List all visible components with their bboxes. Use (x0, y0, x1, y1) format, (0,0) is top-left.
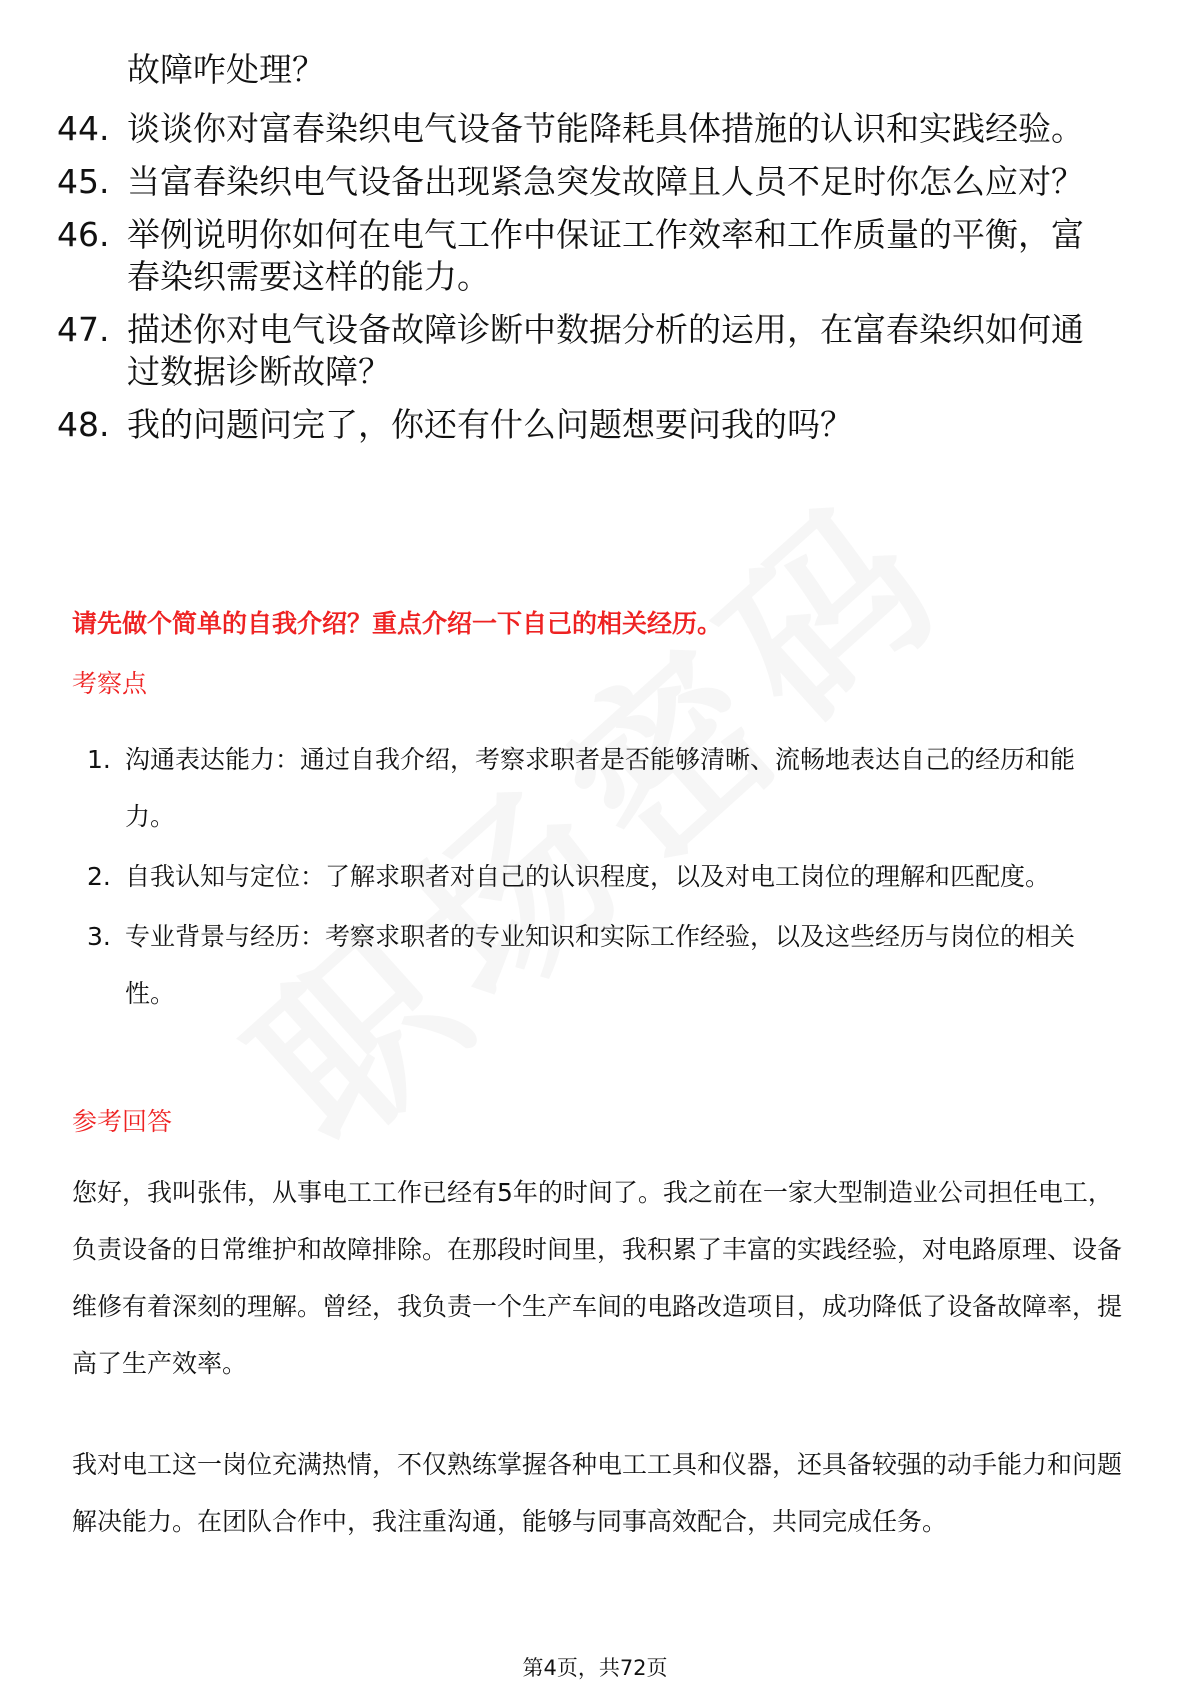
exam-points-label: 考察点 (72, 669, 148, 698)
question-headline: 请先做个简单的自我介绍？重点介绍一下自己的相关经历。 (72, 609, 723, 638)
question-number: 44. (57, 109, 110, 148)
question-text: 谈谈你对富春染织电气设备节能降耗具体措施的认识和实践经验。 (127, 109, 1084, 148)
question-text: 我的问题问完了，你还有什么问题想要问我的吗？ (127, 405, 853, 444)
question-number: 48. (57, 405, 110, 444)
exam-point-number: 3. (87, 922, 111, 951)
question-number: 46. (57, 215, 110, 254)
page-footer: 第4页，共72页 (522, 1656, 668, 1680)
exam-point-number: 2. (87, 862, 111, 891)
question-number: 47. (57, 310, 110, 349)
question-continuation: 故障咋处理？ (127, 50, 325, 89)
question-text: 当富春染织电气设备出现紧急突发故障且人员不足时你怎么应对？ (127, 162, 1084, 201)
answer-paragraph: 我对电工这一岗位充满热情，不仅熟练掌握各种电工工具和仪器，还具备较强的动手能力和问题解决能力。在团队合作中，我注重沟通，能够与同事高效配合，共同完成任务。 (72, 1450, 1123, 1536)
exam-point-number: 1. (87, 745, 111, 774)
exam-point-text: 自我认知与定位：了解求职者对自己的认识程度，以及对电工岗位的理解和匹配度。 (125, 862, 1051, 891)
exam-point-text: 专业背景与经历：考察求职者的专业知识和实际工作经验，以及这些经历与岗位的相关性。 (125, 922, 1076, 1008)
answer-paragraph: 您好，我叫张伟，从事电工工作已经有5年的时间了。我之前在一家大型制造业公司担任电工，负责设备的日常维护和故障排除。在那段时间里，我积累了丰富的实践经验，对电路原理、设备维修有着深刻的理解。曾经，我负责一个生产车间的电路改造项目，成功降低了设备故障率，提高了生产效率。 (72, 1178, 1123, 1378)
question-item (0, 161, 1190, 203)
question-item (0, 404, 1190, 446)
reference-answer-label: 参考回答 (72, 1107, 173, 1136)
question-item (0, 309, 1190, 393)
question-item (0, 108, 1190, 150)
question-text: 描述你对电气设备故障诊断中数据分析的运用，在富春染织如何通过数据诊断故障？ (127, 310, 1084, 391)
exam-point-text: 沟通表达能力：通过自我介绍，考察求职者是否能够清晰、流畅地表达自己的经历和能力。 (125, 745, 1076, 831)
question-list (0, 50, 1190, 446)
exam-points-list (72, 731, 1122, 1025)
exam-point-item (72, 848, 1122, 905)
question-text: 举例说明你如何在电气工作中保证工作效率和工作质量的平衡，富春染织需要这样的能力。 (127, 215, 1084, 296)
question-item (0, 214, 1190, 298)
exam-point-item (72, 908, 1122, 1022)
question-number: 45. (57, 162, 110, 201)
exam-point-item (72, 731, 1122, 845)
